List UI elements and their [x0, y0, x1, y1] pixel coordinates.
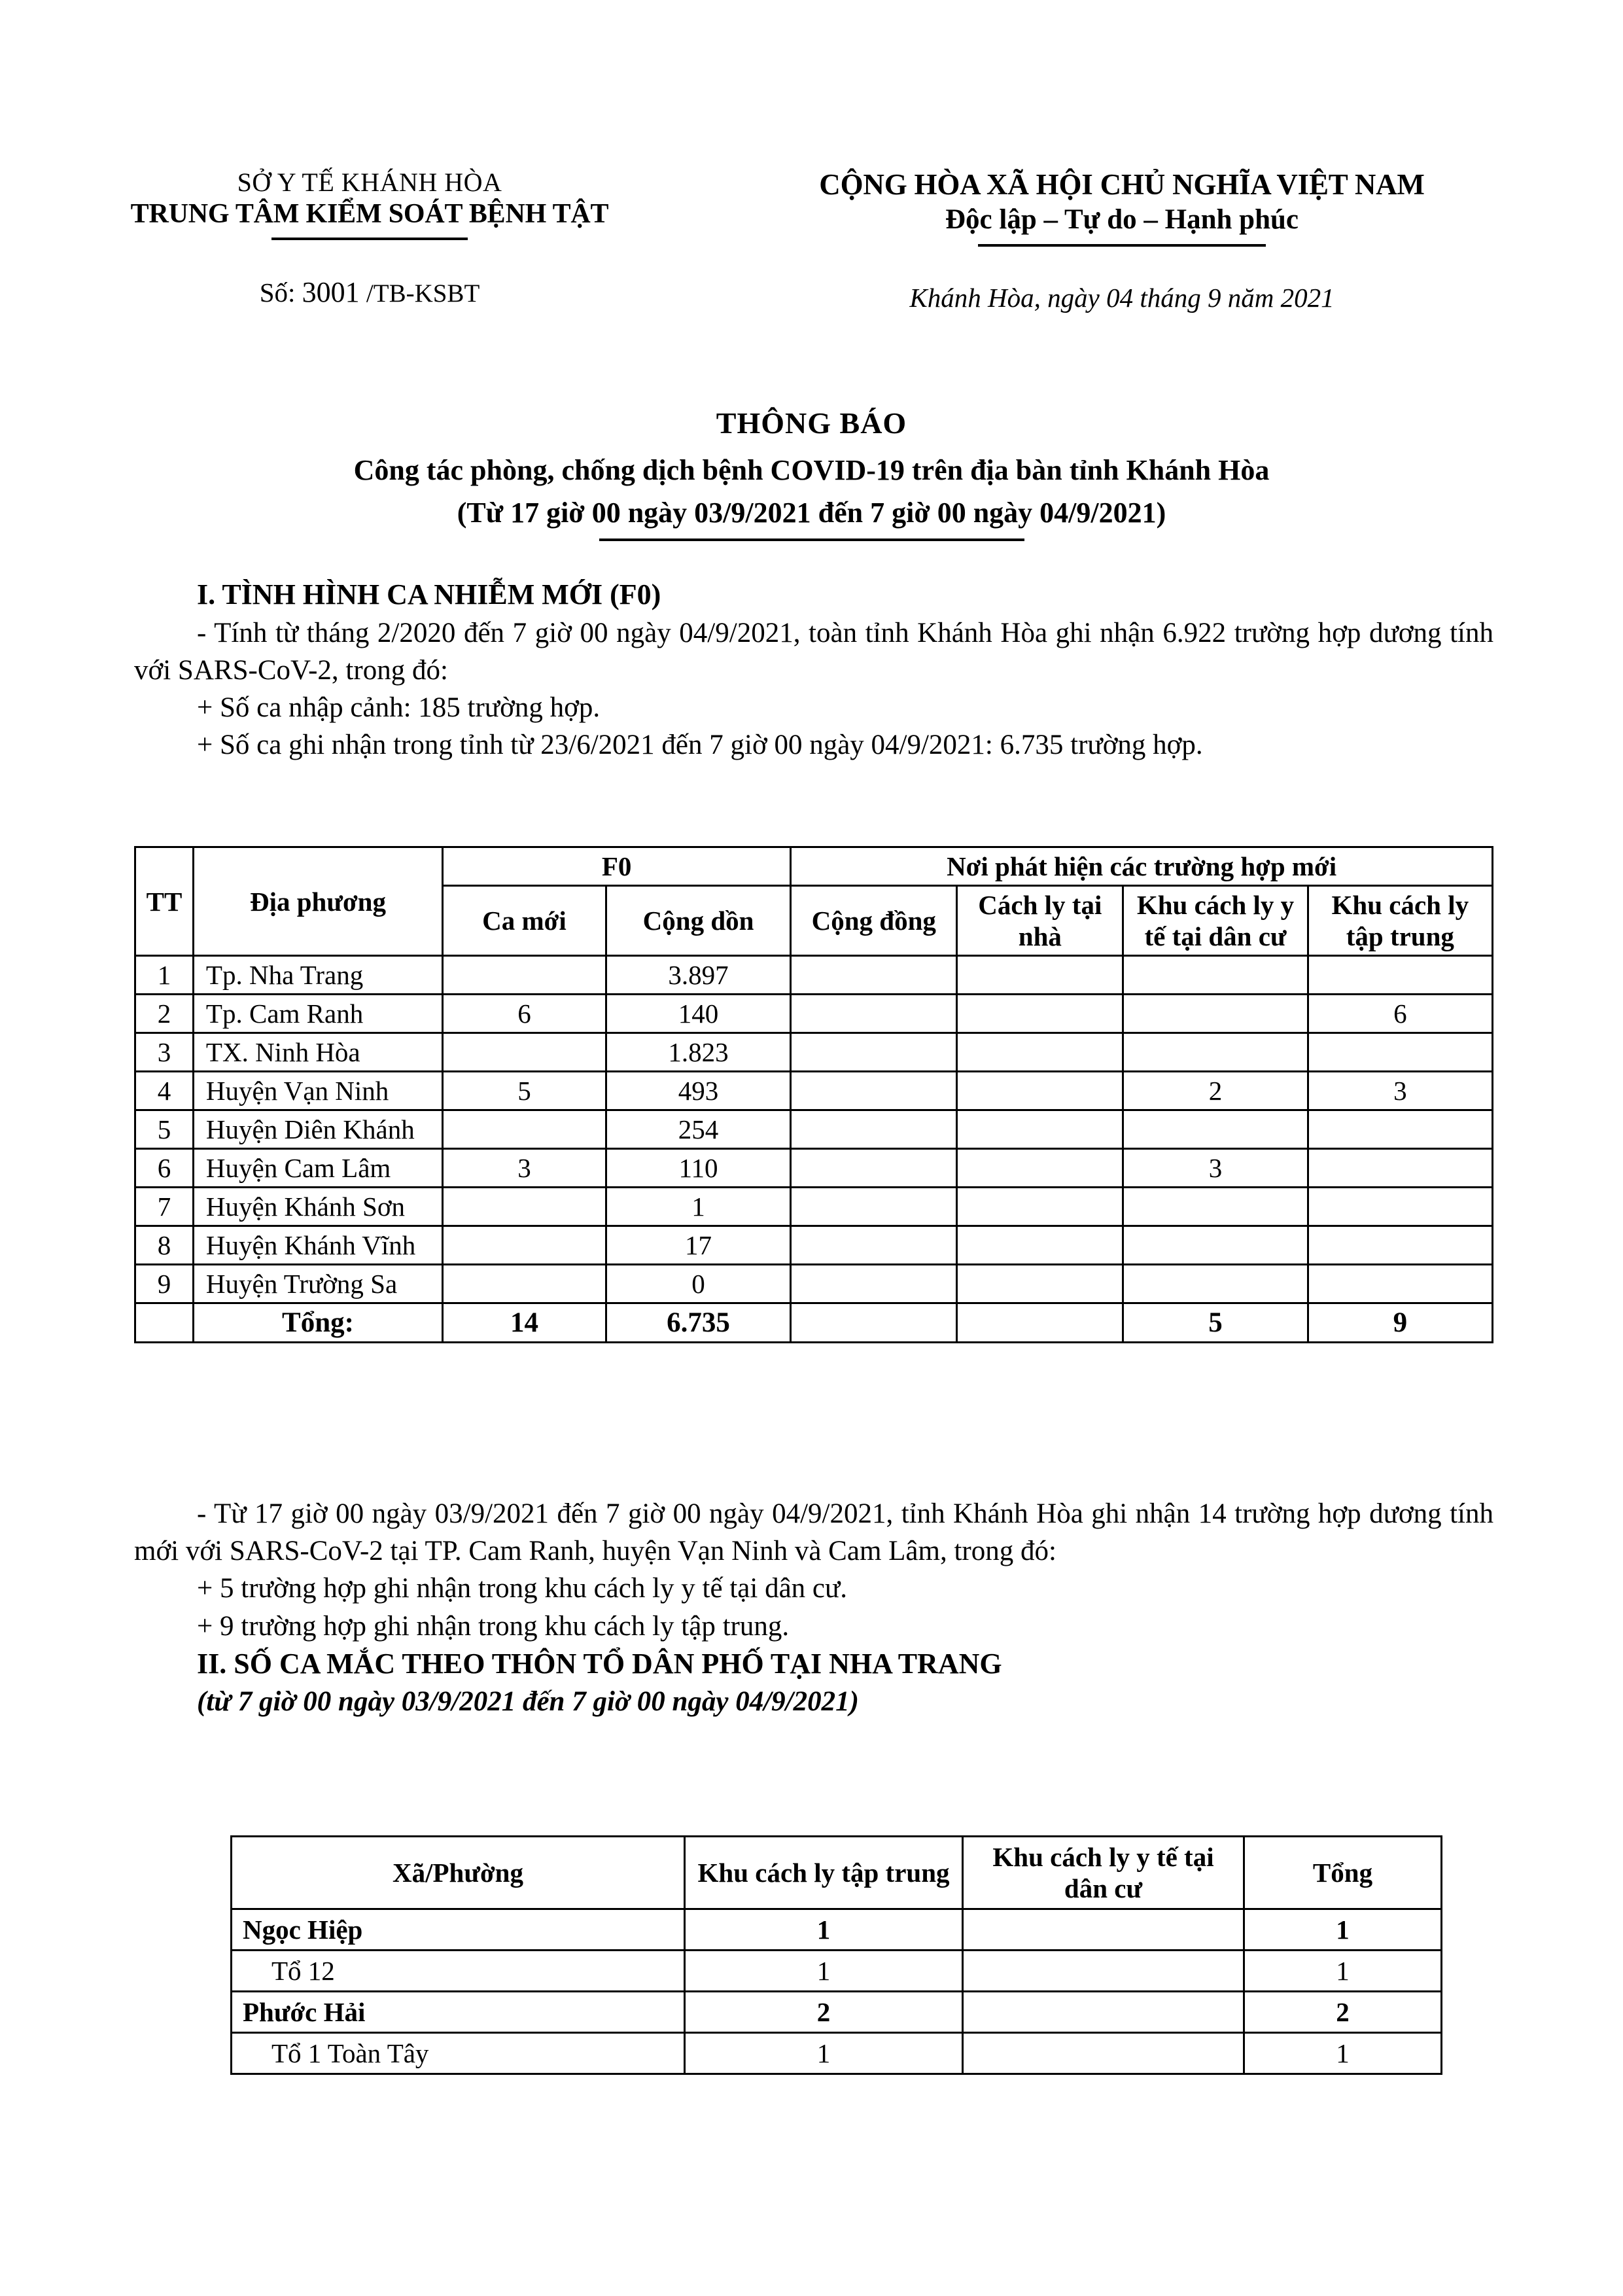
row-medical-quarantine	[1123, 1188, 1308, 1226]
ward-name: Phước Hải	[232, 1992, 685, 2033]
row-locality: Huyện Khánh Sơn	[193, 1188, 442, 1226]
row-community	[791, 1110, 957, 1149]
row-medical-quarantine	[1123, 995, 1308, 1033]
row2-total: 2	[1244, 1992, 1442, 2033]
row-locality: Huyện Khánh Vĩnh	[193, 1226, 442, 1265]
row-new-cases	[443, 1226, 606, 1265]
row-new-cases: 5	[443, 1072, 606, 1110]
row-community	[791, 1226, 957, 1265]
row-home-quarantine	[957, 1226, 1123, 1265]
row-centralized-quarantine	[1308, 1110, 1492, 1149]
document-type-title: THÔNG BÁO	[716, 406, 907, 440]
row2-centralized: 1	[685, 1951, 963, 1992]
total-spacer	[135, 1303, 194, 1343]
row-new-cases	[443, 1110, 606, 1149]
row-centralized-quarantine	[1308, 956, 1492, 995]
table-row	[135, 1033, 1493, 1072]
row-locality: Huyện Cam Lâm	[193, 1149, 442, 1188]
row-index: 2	[135, 995, 194, 1033]
row-home-quarantine	[957, 1033, 1123, 1072]
th2-ward: Xã/Phường	[232, 1837, 685, 1909]
sub-area-name: Tổ 1 Toàn Tây	[232, 2033, 685, 2074]
center-name: TRUNG TÂM KIỂM SOÁT BỆNH TẬT	[130, 199, 609, 230]
place-and-date: Khánh Hòa, ngày 04 tháng 9 năm 2021	[909, 282, 1335, 313]
row-new-cases	[443, 1188, 606, 1226]
table-row	[135, 995, 1493, 1033]
row-centralized-quarantine	[1308, 1188, 1492, 1226]
row-index: 1	[135, 956, 194, 995]
th2-medical-quarantine-residential: Khu cách ly y tế tại dân cư	[963, 1837, 1244, 1909]
document-number-suffix: /TB-KSBT	[366, 279, 480, 308]
row-centralized-quarantine	[1308, 1226, 1492, 1265]
table-row	[135, 1188, 1493, 1226]
row-cumulative: 0	[606, 1265, 790, 1303]
section-1-outro	[134, 1495, 1493, 1720]
row2-total: 1	[1244, 1951, 1442, 1992]
ward-case-table	[230, 1835, 1442, 2075]
row-centralized-quarantine	[1308, 1265, 1492, 1303]
row-community	[791, 1265, 957, 1303]
sub-area-row	[232, 1951, 1442, 1992]
ward-row	[232, 1909, 1442, 1951]
th-group-detection-place: Nơi phát hiện các trường hợp mới	[791, 847, 1493, 886]
row-home-quarantine	[957, 995, 1123, 1033]
section-1-paragraph-4: - Từ 17 giờ 00 ngày 03/9/2021 đến 7 giờ 00 ngày 04/9/2021, tỉnh Khánh Hòa ghi nhận 14 trường hợp dương tính mới với SARS-CoV-2 tại TP. Cam Ranh, huyện Vạn Ninh và Cam Lâm, trong đó:	[134, 1498, 1493, 1567]
row2-total: 1	[1244, 2033, 1442, 2074]
row-community	[791, 1072, 957, 1110]
document-title-block	[0, 406, 1623, 541]
row-community	[791, 1149, 957, 1188]
row-medical-quarantine	[1123, 1226, 1308, 1265]
ward-name: Ngọc Hiệp	[232, 1909, 685, 1951]
th-community: Cộng đồng	[791, 886, 957, 956]
th2-total: Tổng	[1244, 1837, 1442, 1909]
row2-medical-residential	[963, 1992, 1244, 2033]
row-index: 9	[135, 1265, 194, 1303]
national-heading-block	[739, 167, 1505, 313]
row-cumulative: 1	[606, 1188, 790, 1226]
row-medical-quarantine	[1123, 1033, 1308, 1072]
row-cumulative: 493	[606, 1072, 790, 1110]
row-centralized-quarantine: 3	[1308, 1072, 1492, 1110]
row-locality: TX. Ninh Hòa	[193, 1033, 442, 1072]
row2-centralized: 2	[685, 1992, 963, 2033]
row-locality: Huyện Trường Sa	[193, 1265, 442, 1303]
row-cumulative: 140	[606, 995, 790, 1033]
row-index: 7	[135, 1188, 194, 1226]
row-index: 4	[135, 1072, 194, 1110]
row-centralized-quarantine: 6	[1308, 995, 1492, 1033]
row-new-cases	[443, 1265, 606, 1303]
row-home-quarantine	[957, 1072, 1123, 1110]
row-new-cases: 6	[443, 995, 606, 1033]
section-1-intro	[134, 576, 1493, 764]
row2-total: 1	[1244, 1909, 1442, 1951]
row-cumulative: 3.897	[606, 956, 790, 995]
row-index: 3	[135, 1033, 194, 1072]
th-locality: Địa phương	[193, 847, 442, 956]
row2-centralized: 1	[685, 1909, 963, 1951]
header-right-divider	[978, 244, 1266, 247]
country-name: CỘNG HÒA XÃ HỘI CHỦ NGHĨA VIỆT NAM	[819, 168, 1425, 201]
total-new-cases: 14	[443, 1303, 606, 1343]
section-1-heading: I. TÌNH HÌNH CA NHIỄM MỚI (F0)	[197, 578, 661, 610]
row-cumulative: 1.823	[606, 1033, 790, 1072]
row-cumulative: 254	[606, 1110, 790, 1149]
row-index: 8	[135, 1226, 194, 1265]
document-period: (Từ 17 giờ 00 ngày 03/9/2021 đến 7 giờ 00 ngày 04/9/2021)	[457, 497, 1166, 529]
row-cumulative: 110	[606, 1149, 790, 1188]
row-index: 6	[135, 1149, 194, 1188]
document-number-value: 3001	[302, 275, 360, 308]
section-1-paragraph-1: - Tính từ tháng 2/2020 đến 7 giờ 00 ngày 04/9/2021, toàn tỉnh Khánh Hòa ghi nhận 6.922 trường hợp dương tính với SARS-CoV-2, trong đó:	[134, 617, 1493, 686]
row-locality: Tp. Cam Ranh	[193, 995, 442, 1033]
row-medical-quarantine	[1123, 956, 1308, 995]
ward-row	[232, 1992, 1442, 2033]
row2-medical-residential	[963, 2033, 1244, 2074]
sub-area-name: Tổ 12	[232, 1951, 685, 1992]
row-community	[791, 995, 957, 1033]
locality-case-table	[134, 846, 1493, 1343]
total-centralized-quarantine: 9	[1308, 1303, 1492, 1343]
table-total-row	[135, 1303, 1493, 1343]
row-medical-quarantine	[1123, 1110, 1308, 1149]
section-1-paragraph-2: + Số ca nhập cảnh: 185 trường hợp.	[197, 692, 601, 723]
row-centralized-quarantine	[1308, 1033, 1492, 1072]
table2-header-row	[232, 1837, 1442, 1909]
section-2-heading: II. SỐ CA MẮC THEO THÔN TỔ DÂN PHỐ TẠI NHA TRANG	[197, 1647, 1002, 1680]
th-home-quarantine: Cách ly tại nhà	[957, 886, 1123, 956]
national-motto: Độc lập – Tự do – Hạnh phúc	[945, 204, 1299, 235]
table-row	[135, 1265, 1493, 1303]
row-new-cases	[443, 1033, 606, 1072]
row-cumulative: 17	[606, 1226, 790, 1265]
title-divider	[599, 539, 1024, 541]
row-community	[791, 956, 957, 995]
row-centralized-quarantine	[1308, 1149, 1492, 1188]
table-row	[135, 956, 1493, 995]
row-medical-quarantine: 3	[1123, 1149, 1308, 1188]
section-2-subheading: (từ 7 giờ 00 ngày 03/9/2021 đến 7 giờ 00 ngày 04/9/2021)	[197, 1686, 859, 1718]
total-home-quarantine	[957, 1303, 1123, 1343]
document-number-line	[0, 275, 739, 309]
document-header	[0, 167, 1623, 313]
th-group-f0: F0	[443, 847, 791, 886]
row-home-quarantine	[957, 1265, 1123, 1303]
row-home-quarantine	[957, 956, 1123, 995]
row-new-cases: 3	[443, 1149, 606, 1188]
table-row	[135, 1110, 1493, 1149]
row-locality: Tp. Nha Trang	[193, 956, 442, 995]
document-number-label: Số:	[259, 277, 296, 308]
th2-centralized-quarantine: Khu cách ly tập trung	[685, 1837, 963, 1909]
th-cumulative: Cộng dồn	[606, 886, 790, 956]
row-home-quarantine	[957, 1188, 1123, 1226]
table-header-row-1	[135, 847, 1493, 886]
table-row	[135, 1226, 1493, 1265]
row-index: 5	[135, 1110, 194, 1149]
table-row	[135, 1072, 1493, 1110]
document-subject: Công tác phòng, chống dịch bệnh COVID-19 trên địa bàn tỉnh Khánh Hòa	[353, 454, 1270, 486]
row2-centralized: 1	[685, 2033, 963, 2074]
row-community	[791, 1033, 957, 1072]
th-centralized-quarantine: Khu cách ly tập trung	[1308, 886, 1492, 956]
row-new-cases	[443, 956, 606, 995]
total-cumulative: 6.735	[606, 1303, 790, 1343]
row-home-quarantine	[957, 1110, 1123, 1149]
total-label: Tổng:	[193, 1303, 442, 1343]
section-1-paragraph-5: + 5 trường hợp ghi nhận trong khu cách ly y tế tại dân cư.	[197, 1573, 848, 1604]
row-locality: Huyện Vạn Ninh	[193, 1072, 442, 1110]
sub-area-row	[232, 2033, 1442, 2074]
row-community	[791, 1188, 957, 1226]
total-medical-quarantine: 5	[1123, 1303, 1308, 1343]
th-tt: TT	[135, 847, 194, 956]
issuing-org-block	[0, 167, 739, 313]
table-row	[135, 1149, 1493, 1188]
th-new-cases: Ca mới	[443, 886, 606, 956]
department-name: SỞ Y TẾ KHÁNH HÒA	[237, 168, 502, 197]
row2-medical-residential	[963, 1951, 1244, 1992]
row-home-quarantine	[957, 1149, 1123, 1188]
section-1-paragraph-3: + Số ca ghi nhận trong tỉnh từ 23/6/2021 đến 7 giờ 00 ngày 04/9/2021: 6.735 trường hợp.	[197, 730, 1203, 761]
th-medical-quarantine-residential: Khu cách ly y tế tại dân cư	[1123, 886, 1308, 956]
row-locality: Huyện Diên Khánh	[193, 1110, 442, 1149]
row2-medical-residential	[963, 1909, 1244, 1951]
section-1-paragraph-6: + 9 trường hợp ghi nhận trong khu cách ly tập trung.	[197, 1610, 790, 1642]
row-medical-quarantine: 2	[1123, 1072, 1308, 1110]
header-left-divider	[271, 238, 468, 240]
total-community	[791, 1303, 957, 1343]
row-medical-quarantine	[1123, 1265, 1308, 1303]
